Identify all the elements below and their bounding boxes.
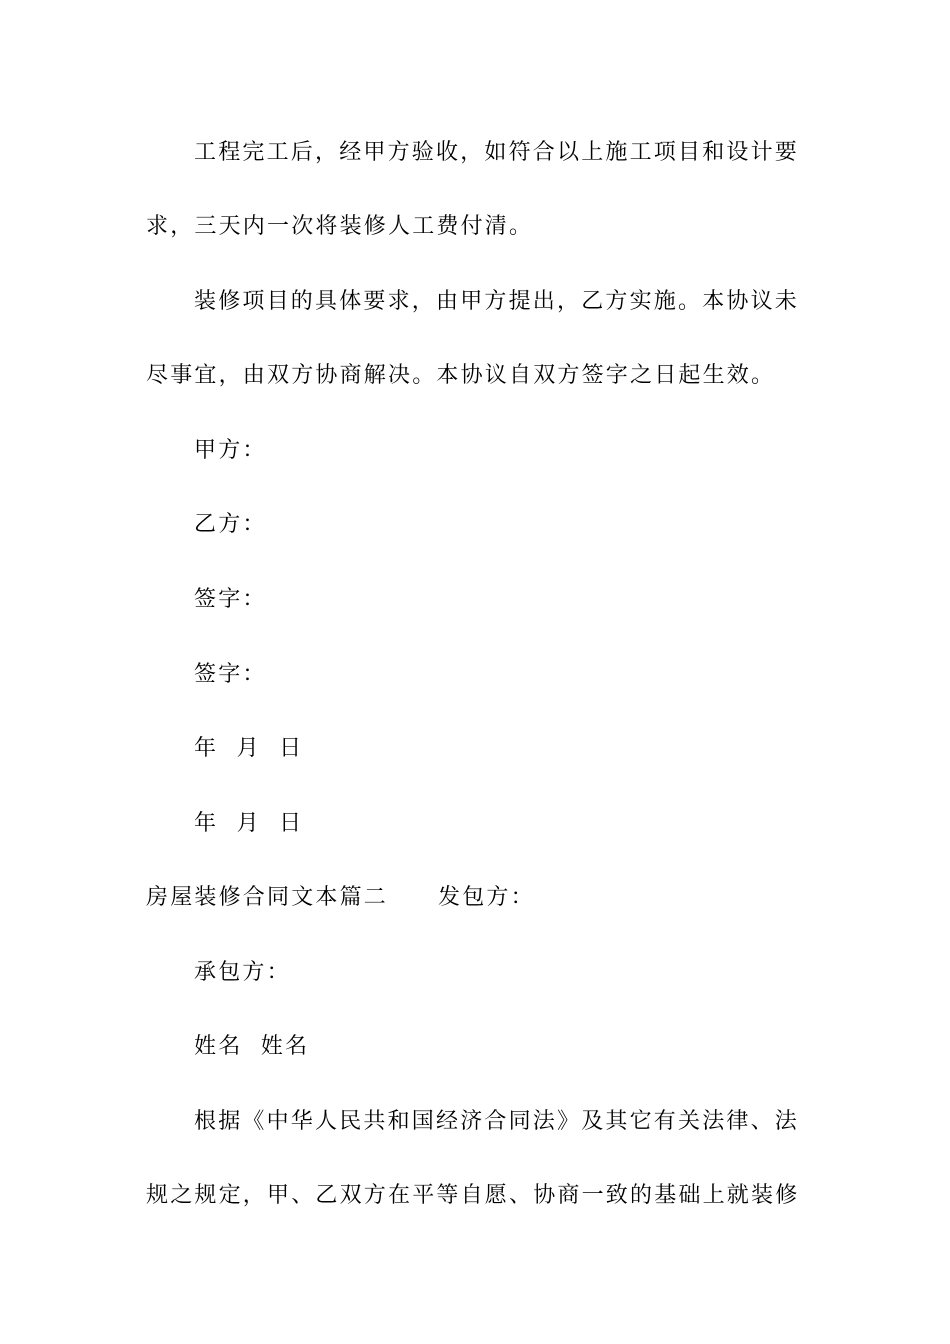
paragraph-line: 装修项目的具体要求，由甲方提出，乙方实施。本协议未 bbox=[194, 289, 800, 314]
section-heading-line bbox=[146, 884, 535, 912]
date-line: 年 月 日 bbox=[194, 736, 304, 761]
signature-label: 签字： bbox=[194, 662, 267, 687]
section-title: 房屋装修合同文本篇二 bbox=[146, 885, 389, 910]
contractor-label: 承包方： bbox=[194, 960, 291, 985]
paragraph-line: 规之规定，甲、乙双方在平等自愿、协商一致的基础上就装修 bbox=[146, 1183, 800, 1208]
paragraph-line: 求，三天内一次将装修人工费付清。 bbox=[146, 214, 534, 239]
party-a-label: 甲方： bbox=[194, 438, 267, 463]
employer-label: 发包方： bbox=[438, 885, 535, 910]
name-line: 姓名 姓名 bbox=[194, 1034, 310, 1059]
paragraph-line: 尽事宜，由双方协商解决。本协议自双方签字之日起生效。 bbox=[146, 363, 776, 388]
date-line: 年 月 日 bbox=[194, 811, 304, 836]
paragraph-line: 工程完工后，经甲方验收，如符合以上施工项目和设计要 bbox=[194, 140, 800, 165]
paragraph-line: 根据《中华人民共和国经济合同法》及其它有关法律、法 bbox=[194, 1109, 800, 1134]
party-b-label: 乙方： bbox=[194, 512, 267, 537]
signature-label: 签字： bbox=[194, 587, 267, 612]
